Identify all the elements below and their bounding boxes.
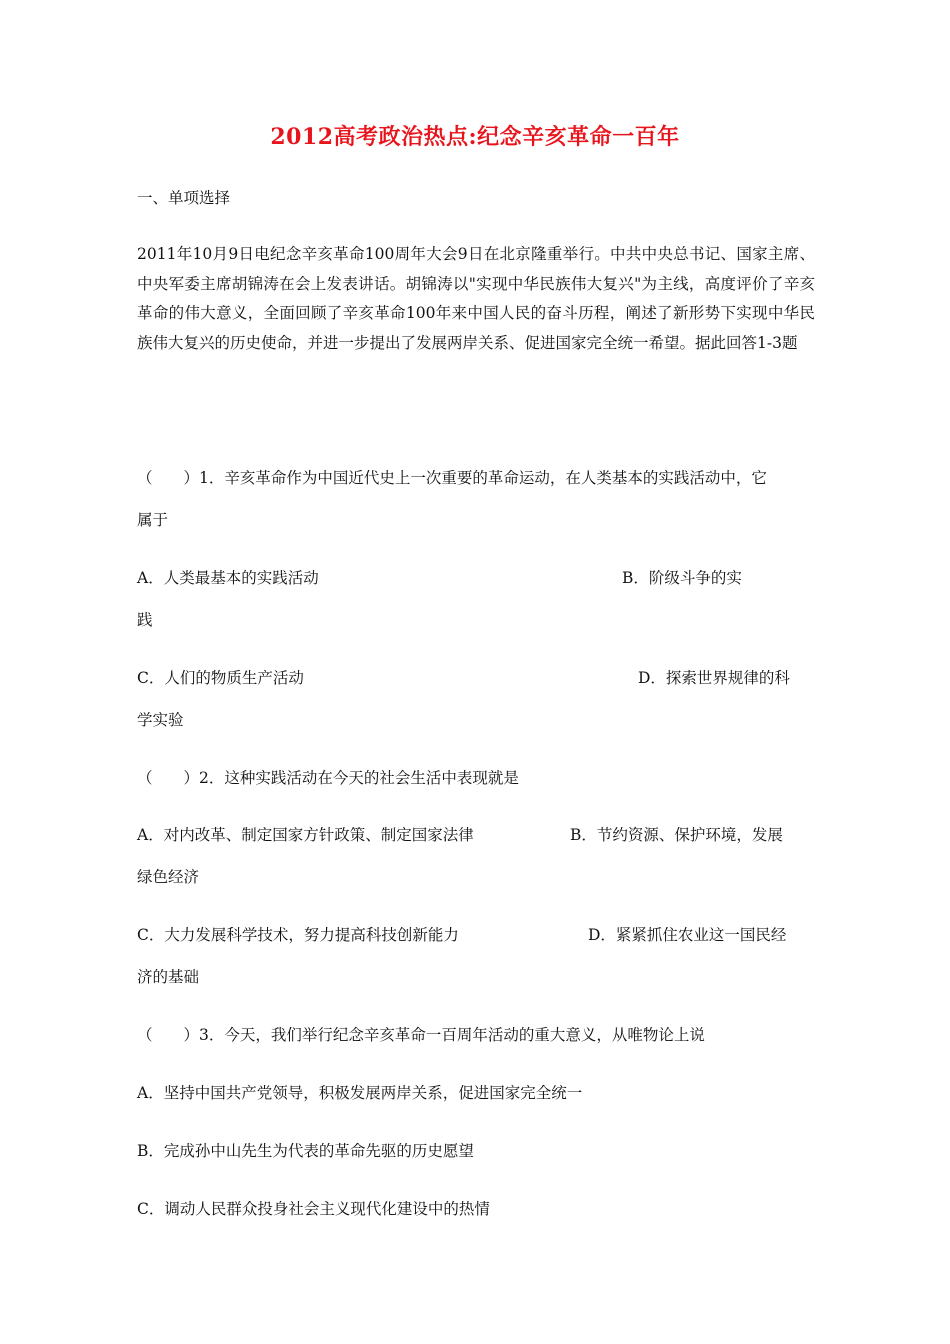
q3-option-c: C．调动人民群众投身社会主义现代化建设中的热情 <box>137 1200 490 1218</box>
q1-option-b-cont: 践 <box>137 611 153 629</box>
q2-stem: （ ）2．这种实践活动在今天的社会生活中表现就是 <box>137 769 519 787</box>
q1-stem-line2: 属于 <box>137 511 169 529</box>
q2-option-d: D．紧紧抓住农业这一国民经 <box>588 926 787 944</box>
q3-stem: （ ）3．今天，我们举行纪念辛亥革命一百周年活动的重大意义，从唯物论上说 <box>137 1026 705 1044</box>
q1-option-a: A．人类最基本的实践活动 <box>137 569 319 587</box>
document-title: 2012高考政治热点:纪念辛亥革命一百年 <box>270 124 680 150</box>
q2-option-b: B．节约资源、保护环境，发展 <box>570 826 783 844</box>
q1-option-d: D．探索世界规律的科 <box>638 669 790 687</box>
q2-option-c: C．大力发展科学技术，努力提高科技创新能力 <box>137 926 459 944</box>
q2-option-b-cont: 绿色经济 <box>137 868 200 886</box>
q1-option-c: C．人们的物质生产活动 <box>137 669 304 687</box>
section-heading: 一、单项选择 <box>137 189 231 207</box>
q3-option-b: B．完成孙中山先生为代表的革命先驱的历史愿望 <box>137 1142 474 1160</box>
q1-option-b: B．阶级斗争的实 <box>622 569 742 587</box>
q2-option-d-cont: 济的基础 <box>137 968 200 986</box>
q1-option-d-cont: 学实验 <box>137 711 184 729</box>
q2-option-a: A．对内改革、制定国家方针政策、制定国家法律 <box>137 826 474 844</box>
intro-paragraph: 2011年10月9日电纪念辛亥革命100周年大会9日在北京隆重举行。中共中央总书记、国家主席、中央军委主席胡锦涛在会上发表讲话。胡锦涛以"实现中华民族伟大复兴"为主线，高度评价了辛亥革命的伟大意义，全面回顾了辛亥革命100年来中国人民的奋斗历程，阐述了新形势下实现中华民族伟大复兴的历史使命，并进一步提出了发展两岸关系、促进国家完全统一希望。据此回答1-3题 <box>137 245 815 352</box>
q3-option-a: A．坚持中国共产党领导，积极发展两岸关系，促进国家完全统一 <box>137 1084 583 1102</box>
q1-stem-line1: （ ）1．辛亥革命作为中国近代史上一次重要的革命运动，在人类基本的实践活动中，它 <box>137 469 767 487</box>
